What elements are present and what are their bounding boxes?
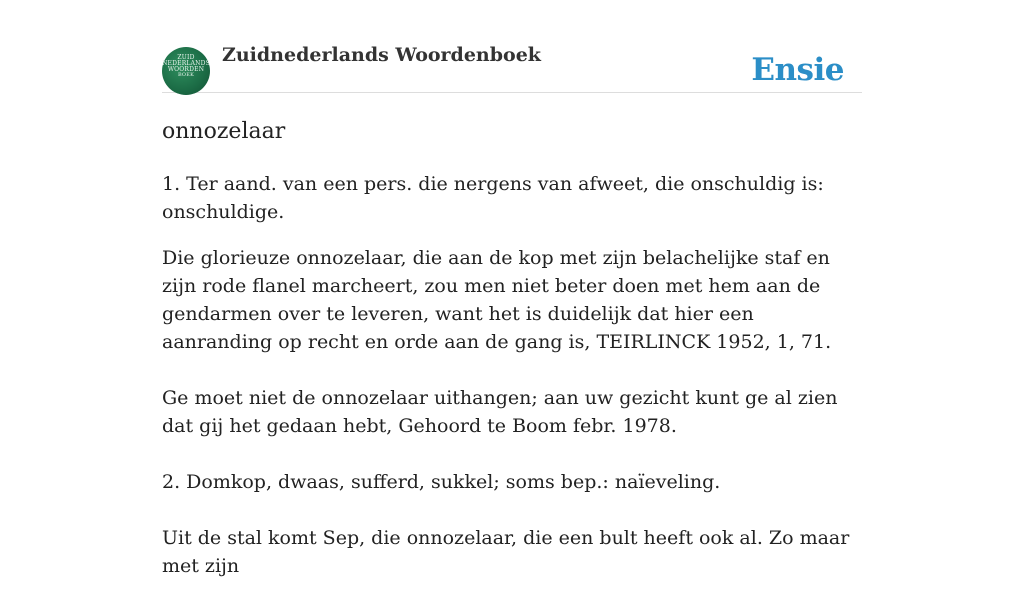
- site-name[interactable]: Zuidnederlands Woordenboek: [222, 44, 541, 66]
- dictionary-logo[interactable]: [162, 47, 210, 95]
- example-quote: Die glorieuze onnozelaar, die aan de kop met zijn belachelijke staf en zijn rode flanel marcheert, zou men niet beter doen met hem aan de gendarmen over te leveren, want het is duidelijk dat hier een aanranding op recht en orde aan de gang is, TEIRLINCK 1952, 1, 71.: [162, 247, 832, 353]
- logo-text-line: NEDERLANDS: [162, 60, 210, 67]
- logo-text-line: ZUID: [177, 54, 195, 61]
- page: [162, 0, 862, 608]
- example-quote: Ge moet niet de onnozelaar uithangen; aan uw gezicht kunt ge al zien dat gij het gedaan hebt, Gehoord te Boom febr. 1978.: [162, 387, 838, 437]
- definition-sense-1: 1. Ter aand. van een pers. die nergens van afweet, die onschuldig is: onschuldige.: [162, 173, 824, 223]
- example-quote: Uit de stal komt Sep, die onnozelaar, die een bult heeft ook al. Zo maar met zijn: [162, 527, 850, 577]
- definition-sense-2: 2. Domkop, dwaas, sufferd, sukkel; soms bep.: naïeveling.: [162, 471, 721, 493]
- entry-term: onnozelaar: [162, 119, 286, 144]
- logo-text-line: WOORDEN: [167, 66, 205, 73]
- site-header: [162, 0, 862, 93]
- ensie-brand-logo[interactable]: Ensie: [751, 52, 844, 88]
- entry-definition: [162, 170, 862, 580]
- logo-text-line: BOEK: [177, 72, 195, 78]
